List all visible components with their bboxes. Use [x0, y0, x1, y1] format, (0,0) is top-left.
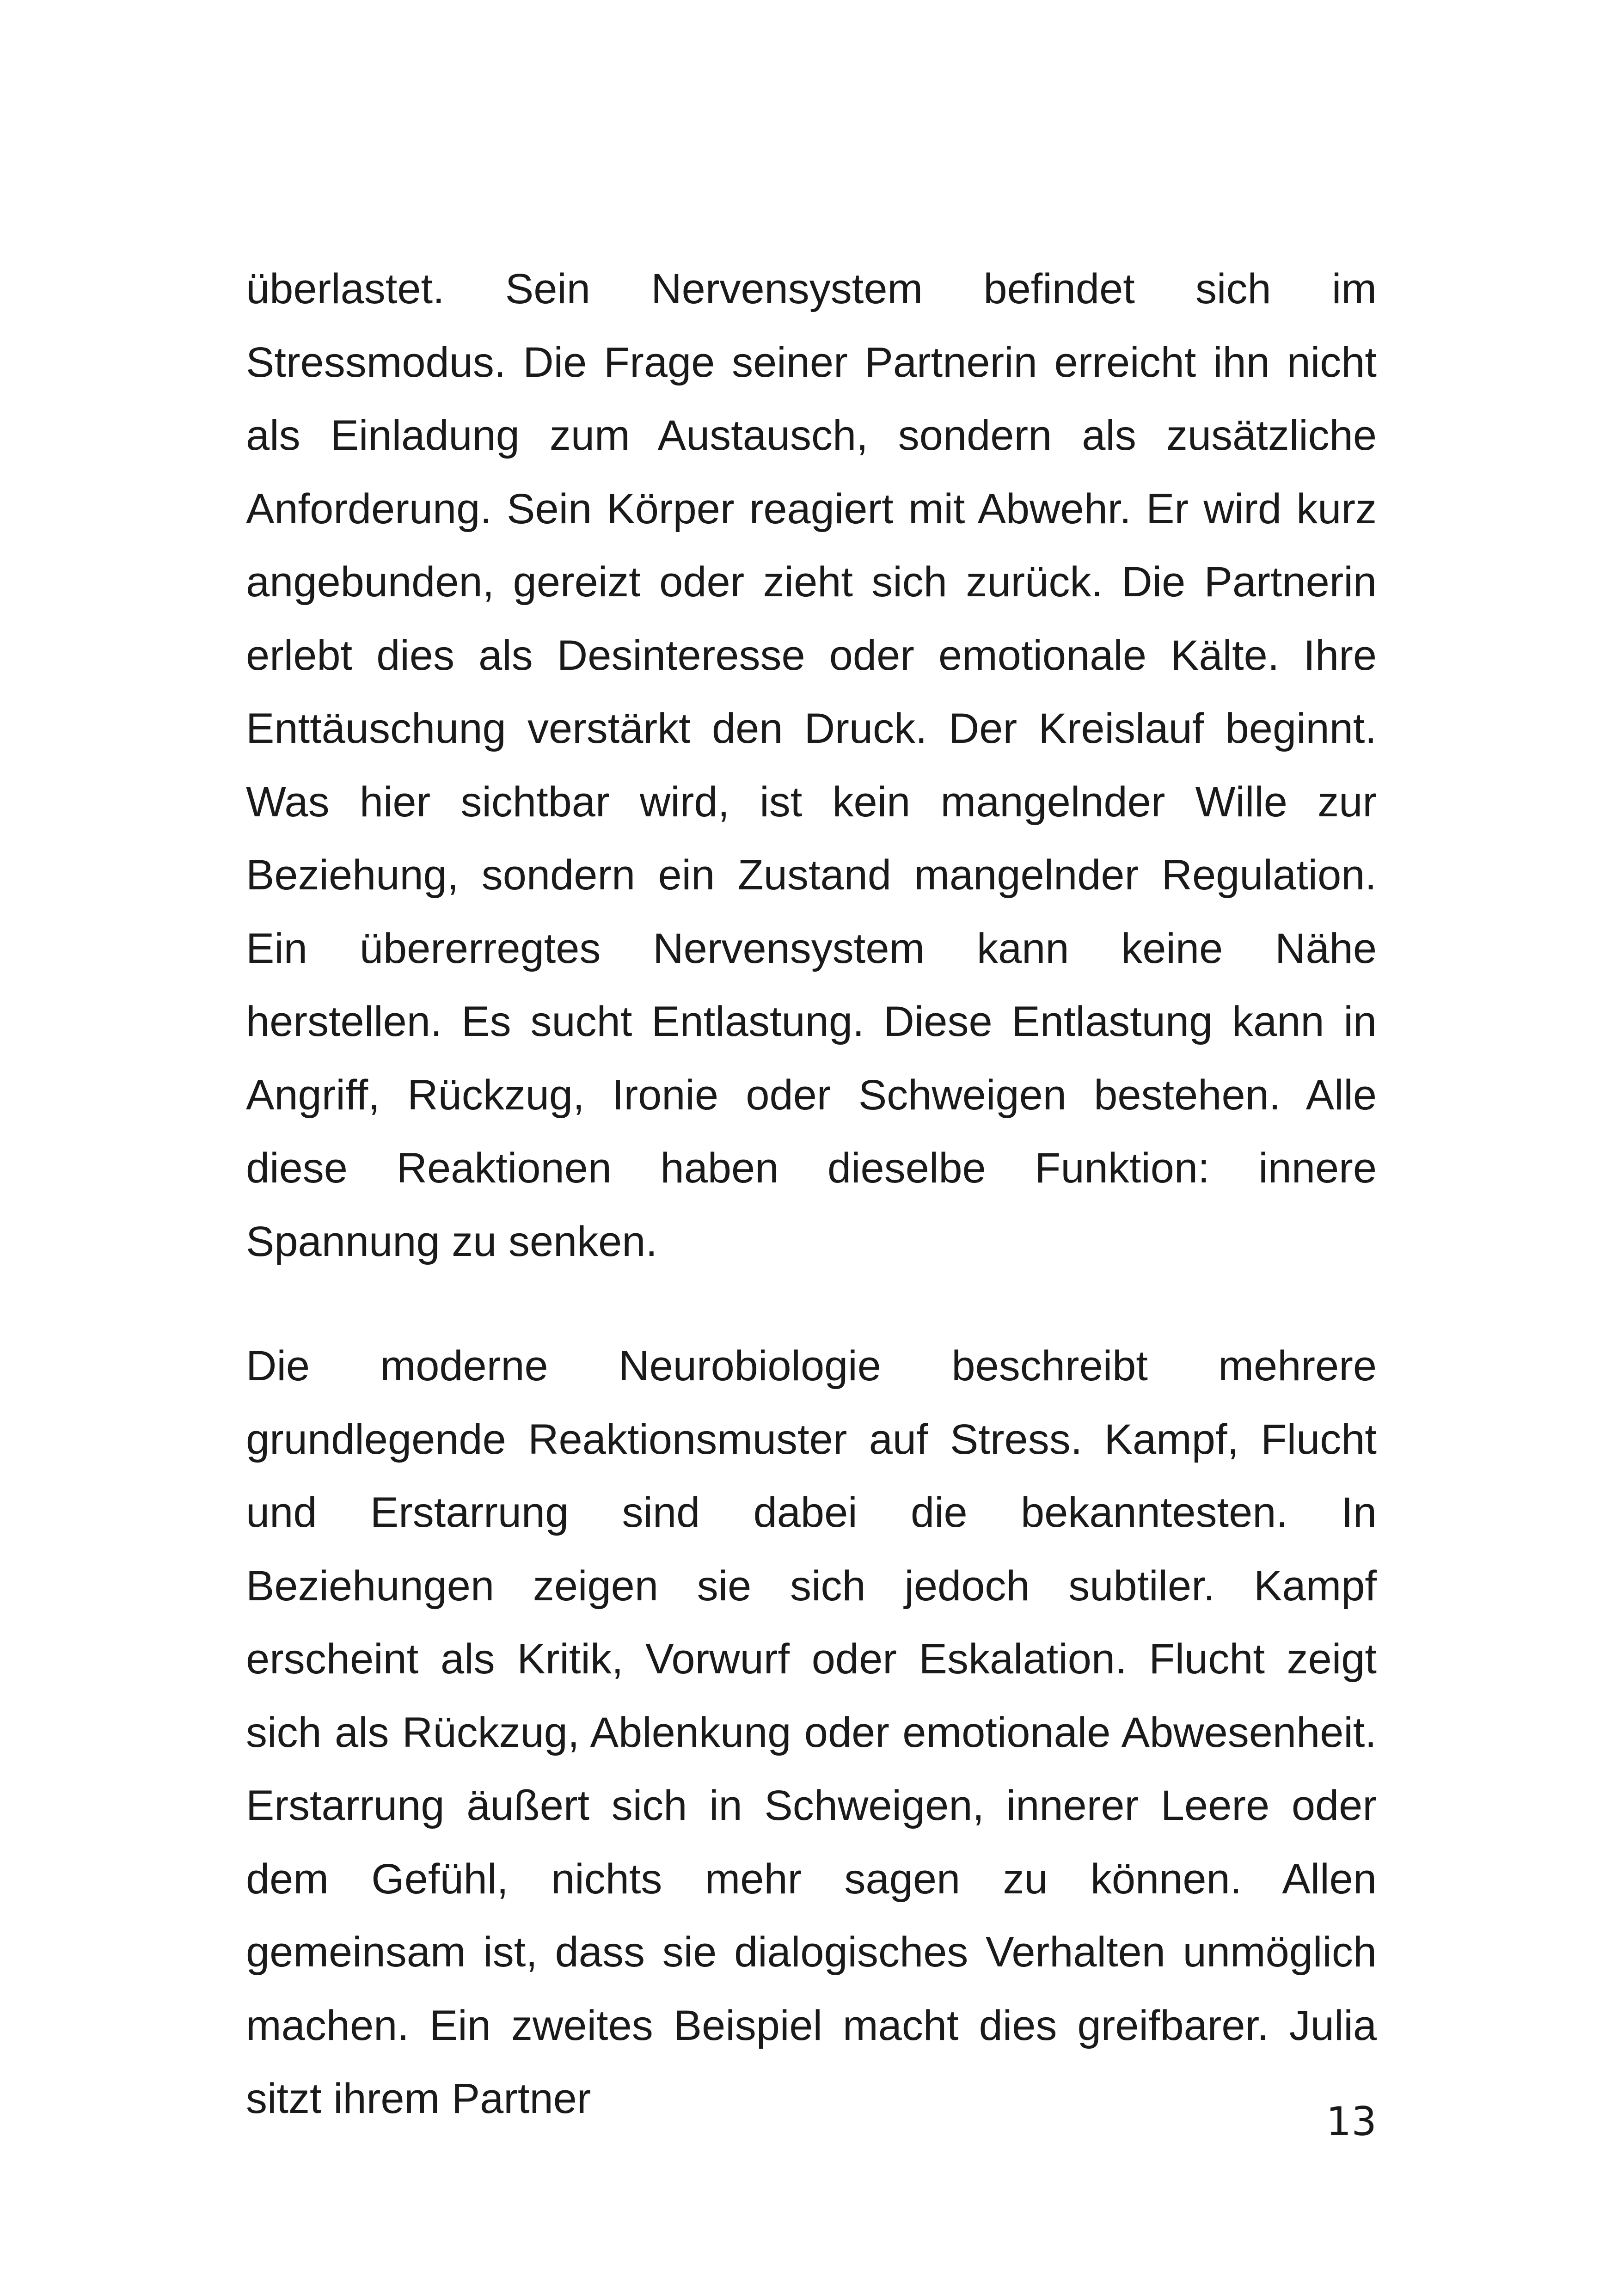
page-number: 13 — [1326, 2099, 1377, 2145]
body-paragraph-1: überlastet. Sein Nervensystem befindet sich im Stressmodus. Die Frage seiner Partnerin erreicht ihn nicht als Einladung zum Austausch, sondern als zusätzliche Anforderung. Sein Körper reagiert mit Abwehr. Er wird kurz angebunden, gereizt oder zieht sich zurück. Die Partnerin erlebt dies als Desinteresse oder emotionale Kälte. Ihre Enttäuschung verstärkt den Druck. Der Kreislauf beginnt. Was hier sichtbar wird, ist kein mangelnder Wille zur Beziehung, sondern ein Zustand mangelnder Regulation. Ein übererregtes Nervensystem kann keine Nähe herstellen. Es sucht Entlastung. Diese Entlastung kann in Angriff, Rückzug, Ironie oder Schweigen bestehen. Alle diese Reaktionen haben dieselbe Funktion: innere Spannung zu senken. — [246, 265, 1377, 1265]
body-paragraph-2: Die moderne Neurobiologie beschreibt mehrere grundlegende Reaktionsmuster auf Stress. Kampf, Flucht und Erstarrung sind dabei die bekanntesten. In Beziehungen zeigen sie sich jedoch subtiler. Kampf erscheint als Kritik, Vorwurf oder Eskalation. Flucht zeigt sich als Rückzug, Ablenkung oder emotionale Abwesenheit. Erstarrung äußert sich in Schweigen, innerer Leere oder dem Gefühl, nichts mehr sagen zu können. Allen gemeinsam ist, dass sie dialogisches Verhalten unmöglich machen. Ein zweites Beispiel macht dies greifbarer. Julia sitzt ihrem Partner — [246, 1342, 1377, 2122]
